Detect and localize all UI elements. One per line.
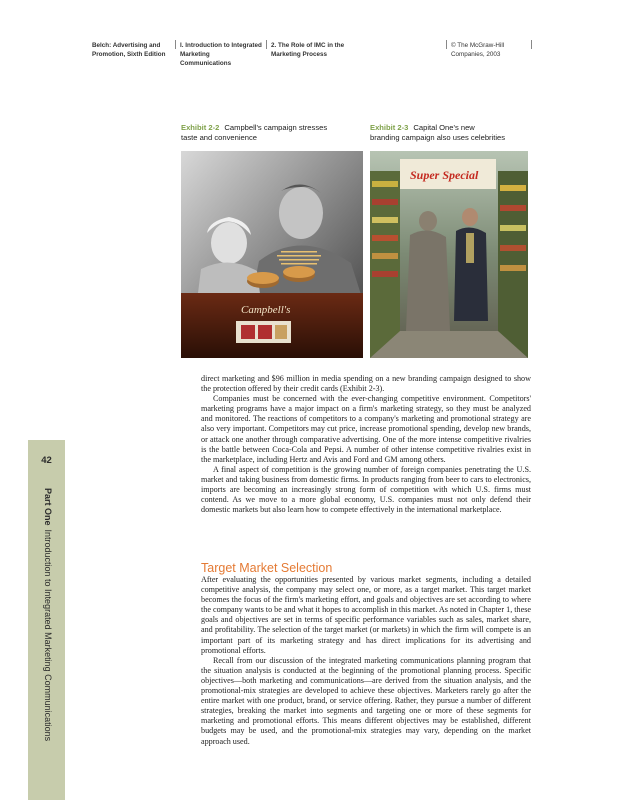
paragraph: Companies must be concerned with the ever-changing competitive environment. Competitors' marketing programs have a major impact on a firm's marketing strategy, so they must be analyzed and monitored. The reactions of competitors to a company's marketing and promotional strategy are also very important. Competitors may cut price, increase promotional spending, develop new brands, or attack one another through comparative advertising. One of the more intense competitive rivalries is the battle between Coca-Cola and Pepsi. A number of other intense competitive rivalries exist in the marketplace, including Hertz and Avis and Ford and GM among others. [201,394,531,464]
paragraph: Recall from our discussion of the integrated marketing communications planning program that the situation analysis is conducted at the beginning of the promotional planning process. Specific objectives—both marketing and communications—are derived from the situation analysis, and the promotional-mix strategies are developed to achieve these objectives. Marketers rarely go after the entire market with one product, brand, or service offering. Rather, they pursue a number of different strategies, breaking the market into segments and targeting one or more of these segments for marketing and promotional efforts. This means different objectives may be established, different budgets may be used, and the promotional-mix strategies may vary, depending on the market approach used. [201,655,531,746]
running-header-copyright: © The McGraw-Hill Companies, 2003 [451,42,505,58]
section-heading: Target Market Selection [201,561,333,575]
running-header-part: I. Introduction to Integrated Marketing Communications [180,42,262,67]
part-title-vertical: Part OneIntroduction to Integrated Marketing Communications [43,488,53,742]
paragraph: direct marketing and $96 million in media spending on a new branding campaign designed to show the protection offered by their credit cards (Exhibit 2-3). [201,374,531,394]
running-header-chapter: 2. The Role of IMC in the Marketing Process [271,42,345,58]
page-number: 42 [41,455,52,466]
paragraph: A final aspect of competition is the growing number of foreign companies penetrating the U.S. market and taking business from domestic firms. In products ranging from beer to cars to electronics, imports are becoming an increasingly strong form of competition with which U.S. firms must contend. As we move to a more global economy, U.S. companies must not only defend their domestic markets but also learn how to compete effectively in the international marketplace. [201,464,531,515]
capital-one-ad-image [370,151,528,358]
exhibit-2-3-caption: Exhibit 2-3 Capital One's new branding campaign also uses celebrities [370,123,506,142]
super-special-sign: Super Special [410,168,479,182]
running-header-book: Belch: Advertising and Promotion, Sixth Edition [92,42,166,58]
campbells-ad-image [181,151,363,358]
body-text-top [201,374,531,515]
campbells-logo: Campbell's [241,304,291,316]
paragraph: After evaluating the opportunities presented by various market segments, including a detailed competitive analysis, the company may select one, or more, as a target market. This target market becomes the focus of the firm's marketing effort, and goals and objectives are set according to where the company wants to be and what it hopes to accomplish in this market. As noted in Chapter 1, these goals and objectives are set in terms of specific performance variables such as sales, market share, and profitability. The selection of the target market (or markets) in which the firm will compete is an important part of its marketing strategy and has direct implications for its advertising and promotional efforts. [201,575,531,655]
body-text-bottom [201,575,531,747]
exhibit-2-2-caption: Exhibit 2-2 Campbell's campaign stresses taste and convenience [181,123,328,142]
